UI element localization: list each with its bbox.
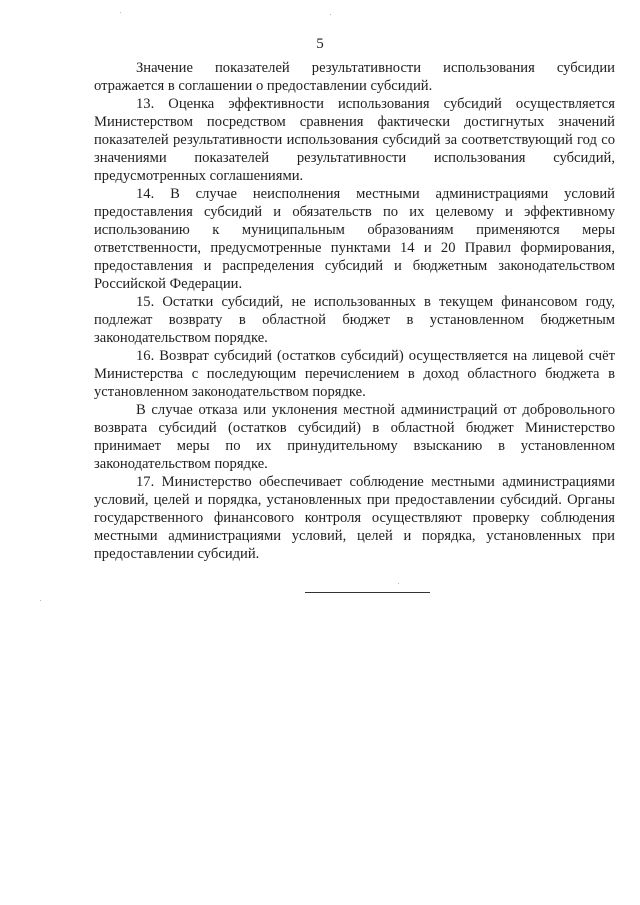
scan-speck	[398, 583, 399, 584]
paragraph-15: 15. Остатки субсидий, не использованных в текущем финансовом году, подлежат возврату в областной бюджет в установленном бюджетным законодательством порядке.	[94, 294, 615, 346]
paragraph-indicator-values: Значение показателей результативности использования субсидии отражается в соглашении о предоставлении субсидий.	[94, 60, 615, 94]
paragraph-17: 17. Министерство обеспечивает соблюдение местными администрациями условий, целей и порядка, установленных при предоставлении субсидий. Органы государственного финансового контроля осуществляют проверку соблюдения местными администрациями условий, целей и порядка, установленных при предоставлении субсидий.	[94, 474, 615, 562]
paragraph-16-refusal: В случае отказа или уклонения местной администраций от добровольного возврата субсидий (остатков субсидий) в областной бюджет Министерство принимает меры по их принудительному взысканию в установленном законодательством порядке.	[94, 402, 615, 472]
end-of-document-rule	[305, 592, 430, 593]
document-body	[94, 59, 615, 563]
page-number: 5	[316, 36, 324, 52]
scan-speck	[120, 12, 121, 13]
scan-speck	[40, 600, 41, 601]
paragraph-14: 14. В случае неисполнения местными администрациями условий предоставления субсидий и обязательств по их целевому и эффективному использованию к муниципальным образованиям применяются меры ответственности, предусмотренные пунктами 14 и 20 Правил формирования, предоставления и распределения субсидий и бюджетным законодательством Российской Федерации.	[94, 186, 615, 292]
paragraph-16: 16. Возврат субсидий (остатков субсидий) осуществляется на лицевой счёт Министерства с последующим перечислением в доход областного бюджета в установленном законодательством порядке.	[94, 348, 615, 400]
scan-speck	[330, 14, 331, 15]
paragraph-13: 13. Оценка эффективности использования субсидий осуществляется Министерством посредством сравнения фактически достигнутых значений показателей результативности использования субсидий за соответствующий год со значениями показателей результативности использования субсидий, предусмотренных соглашениями.	[94, 96, 615, 184]
